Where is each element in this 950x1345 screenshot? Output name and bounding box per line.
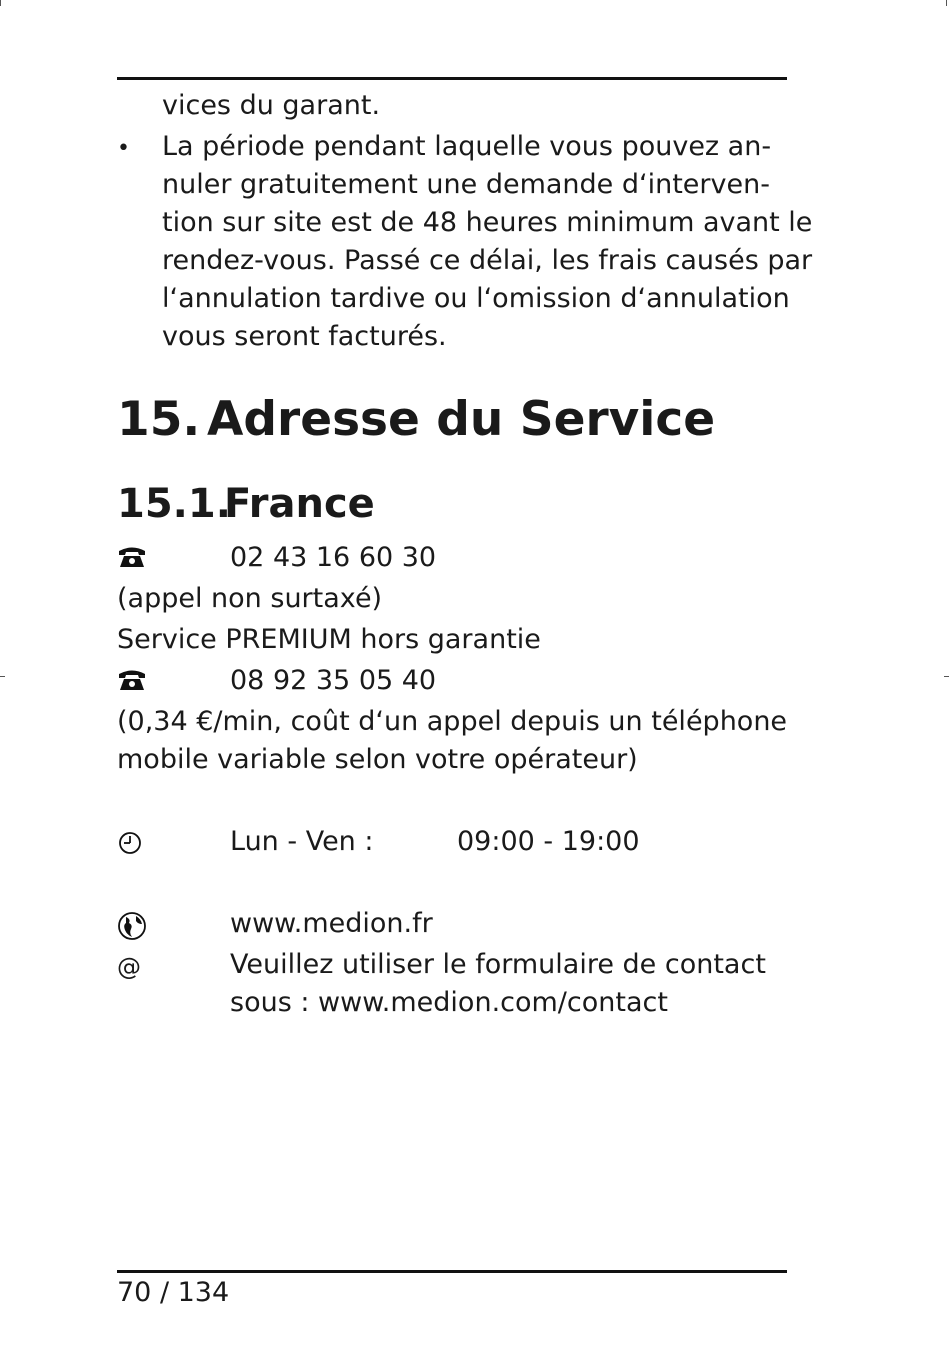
subsection-number: 15.1. bbox=[117, 481, 231, 527]
page-number: 70 / 134 bbox=[117, 1277, 230, 1308]
bullet-line: nuler gratuitement une demande d‘interven- bbox=[162, 169, 770, 200]
contact-form-url[interactable]: sous : www.medion.com/contact bbox=[230, 987, 668, 1018]
contact-form-text: Veuillez utiliser le formulaire de contact bbox=[230, 949, 766, 980]
globe-icon bbox=[117, 911, 147, 941]
website-link[interactable]: www.medion.fr bbox=[230, 908, 433, 939]
crop-mark bbox=[0, 676, 5, 677]
bullet-line: La période pendant laquelle vous pouvez an- bbox=[162, 131, 772, 162]
premium-label: Service PREMIUM hors garantie bbox=[117, 624, 541, 655]
section-number: 15. bbox=[117, 392, 201, 447]
bullet-line: vous seront facturés. bbox=[162, 321, 447, 352]
crop-mark bbox=[944, 676, 949, 677]
subsection-title: France bbox=[224, 481, 375, 527]
at-icon: @ bbox=[117, 953, 141, 981]
bullet-line: rendez-vous. Passé ce délai, les frais causés par bbox=[162, 245, 813, 276]
top-rule bbox=[117, 77, 787, 80]
bullet-line: tion sur site est de 48 heures minimum avant le bbox=[162, 207, 813, 238]
section-heading bbox=[117, 392, 715, 448]
phone-icon bbox=[117, 666, 147, 696]
hours-value: 09:00 - 19:00 bbox=[457, 826, 640, 857]
phone-2-note: (0,34 €/min, coût d‘un appel depuis un téléphone bbox=[117, 706, 788, 737]
hours-label: Lun - Ven : bbox=[230, 826, 374, 857]
phone-2-note: mobile variable selon votre opérateur) bbox=[117, 744, 638, 775]
bullet-marker: • bbox=[117, 136, 130, 161]
section-title: Adresse du Service bbox=[207, 392, 716, 447]
bullet-line: l‘annulation tardive ou l‘omission d‘annulation bbox=[162, 283, 790, 314]
continuation-text: vices du garant. bbox=[162, 90, 381, 121]
subsection-heading bbox=[117, 480, 375, 528]
phone-1-note: (appel non surtaxé) bbox=[117, 583, 383, 614]
crop-mark bbox=[0, 0, 1, 6]
bottom-rule bbox=[117, 1270, 787, 1273]
clock-icon bbox=[117, 828, 147, 858]
crop-mark bbox=[946, 0, 947, 6]
phone-number-1: 02 43 16 60 30 bbox=[230, 542, 437, 573]
phone-icon bbox=[117, 543, 147, 573]
phone-number-2: 08 92 35 05 40 bbox=[230, 665, 437, 696]
